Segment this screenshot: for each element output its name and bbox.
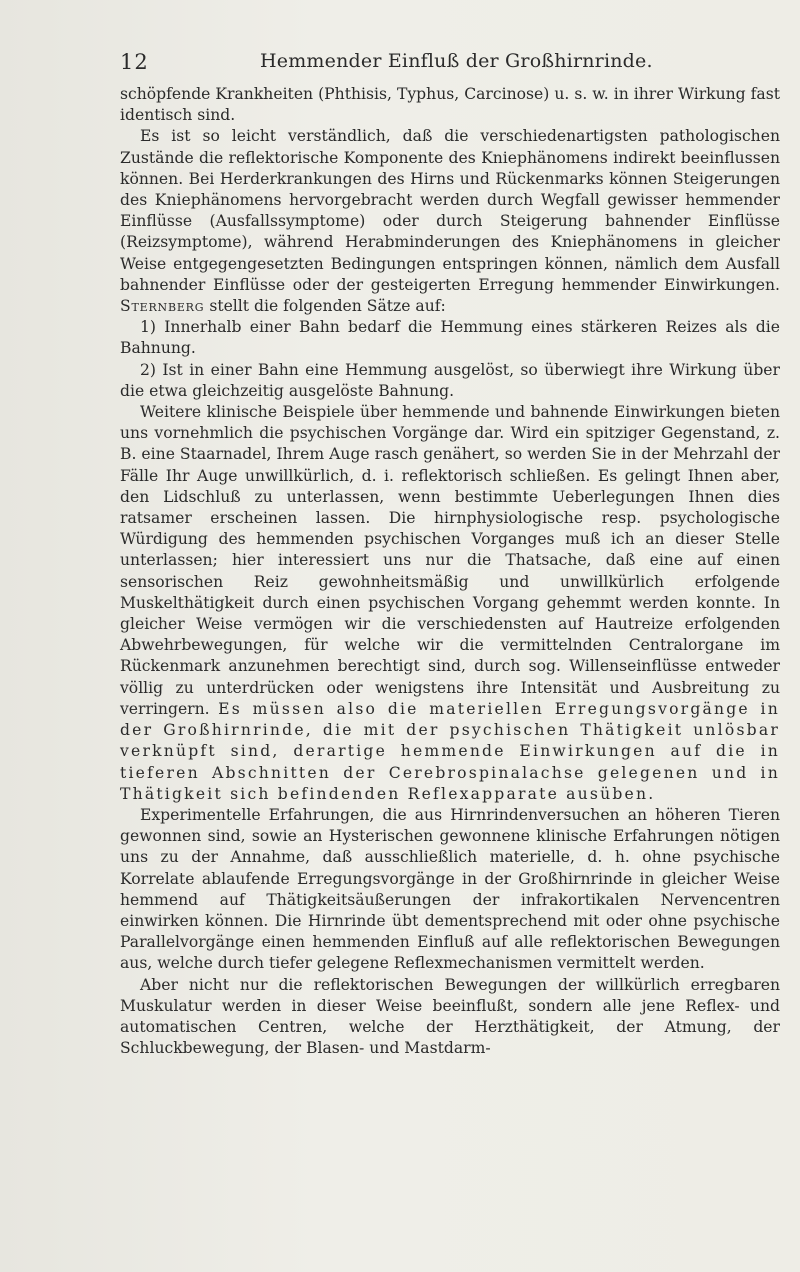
- paragraph-text: Es ist so leicht verständlich, daß die verschiedenartigsten pathologischen Zustände die reflektorische Komponente des Kniephänomens indirekt beeinflussen können. Bei Herderkrankungen des Hirns und Rückenmarks können Steigerungen des Kniephänomens hervorgebracht werden durch Wegfall gewisser hemmender Einflüsse (Ausfallssymptome) oder durch Steigerung bahnender Einflüsse (Reizsymptome), während Herabminderungen des Kniephänomens in gleicher Weise entgegengesetzten Bedingungen entspringen können, nämlich dem Ausfall bahnender Einflüsse oder der gesteigerten Erregung hemmender Einwirkungen.: [120, 127, 780, 294]
- paragraph-psychische-vorgaenge: [120, 402, 780, 805]
- page-number: 12: [120, 50, 149, 74]
- paragraph-experimentelle: Experimentelle Erfahrungen, die aus Hirnrindenversuchen an höheren Tieren gewonnen sind, sowie an Hysterischen gewonnene klinische Erfahrungen nötigen uns zu der Annahme, daß ausschließlich materielle, d. h. ohne psychische Korrelate ablaufende Erregungsvorgänge in der Großhirnrinde in gleicher Weise hemmend auf Thätigkeitsäußerungen der infrakortikalen Nervencentren einwirken können. Die Hirnrinde übt dementsprechend mit oder ohne psychische Parallelvorgänge einen hemmenden Einfluß auf alle reflektorischen Bewegungen aus, welche durch tiefer gelegene Reflexmechanismen vermittelt werden.: [120, 805, 780, 973]
- running-title: Hemmender Einfluß der Großhirnrinde.: [260, 50, 653, 72]
- page-header: [120, 50, 780, 80]
- author-name-sternberg: Sternberg: [120, 297, 205, 316]
- paragraph-kniephaenomen: [120, 126, 780, 317]
- numbered-statement-2: 2) Ist in einer Bahn eine Hemmung ausgelöst, so überwiegt ihre Wirkung über die etwa gleichzeitig ausgelöste Bahnung.: [120, 360, 780, 400]
- emphasized-conclusion: Es müssen also die materiellen Erregungsvorgänge in der Großhirnrinde, die mit der psychischen Thätigkeit unlösbar verknüpft sind, derartige hemmende Einwirkungen auf die in tieferen Abschnitten der Cerebrospinalachse gelegenen und in Thätigkeit sich befindenden Reflexapparate ausüben.: [120, 699, 780, 803]
- body-text: [120, 84, 780, 1059]
- paragraph-text: Weitere klinische Beispiele über hemmende und bahnende Einwirkungen bieten uns vornehmlich die psychischen Vorgänge dar. Wird ein spitziger Gegenstand, z. B. eine Staarnadel, Ihrem Auge rasch genähert, so werden Sie in der Mehrzahl der Fälle Ihr Auge unwillkürlich, d. i. reflektorisch schließen. Es gelingt Ihnen aber, den Lidschluß zu unterlassen, wenn bestimmte Ueberlegungen Ihnen dies ratsamer erscheinen lassen. Die hirnphysiologische resp. psychologische Würdigung des hemmenden psychischen Vorganges muß ich an dieser Stelle unterlassen; hier interessiert uns nur die Thatsache, daß eine auf einen sensorischen Reiz gewohnheitsmäßig und unwillkürlich erfolgende Muskelthätigkeit durch einen psychischen Vorgang gehemmt werden konnte. In gleicher Weise vermögen wir die verschiedensten auf Hautreize erfolgenden Abwehrbewegungen, für welche wir die vermittelnden Centralorgane im Rückenmark anzunehmen berechtigt sind, durch sog. Willenseinflüsse entweder völlig zu unterdrücken oder wenigstens ihre Intensität und Ausbreitung zu verringern.: [120, 403, 780, 718]
- numbered-statement-1: 1) Innerhalb einer Bahn bedarf die Hemmung eines stärkeren Reizes als die Bahnung.: [120, 318, 780, 358]
- paragraph-continuation: schöpfende Krankheiten (Phthisis, Typhus, Carcinose) u. s. w. in ihrer Wirkung fast identisch sind.: [120, 85, 780, 125]
- paragraph-text: stellt die folgenden Sätze auf:: [209, 297, 446, 316]
- paragraph-reflexcentren: Aber nicht nur die reflektorischen Bewegungen der willkürlich erregbaren Muskulatur werden in dieser Weise beeinflußt, sondern alle jene Reflex- und automatischen Centren, welche der Herzthätigkeit, der Atmung, der Schluckbewegung, der Blasen- und Mastdarm-: [120, 975, 780, 1058]
